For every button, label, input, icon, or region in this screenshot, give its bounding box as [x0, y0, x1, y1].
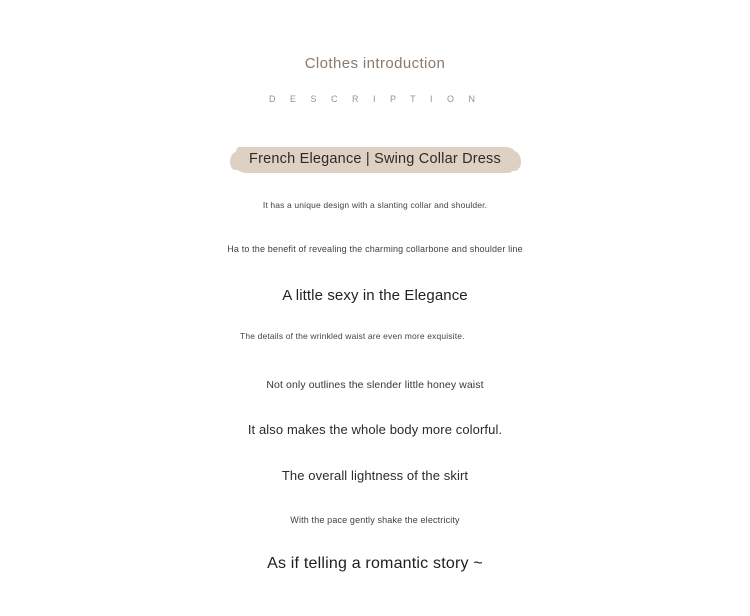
description-line-8: With the pace gently shake the electricity [290, 515, 460, 525]
description-line-3: A little sexy in the Elegance [282, 287, 468, 304]
product-name-highlight [235, 145, 515, 174]
description-line-5: Not only outlines the slender little honey waist [266, 379, 484, 391]
description-line-2: Ha to the benefit of revealing the charming collarbone and shoulder line [227, 244, 523, 254]
description-line-7: The overall lightness of the skirt [281, 468, 469, 483]
description-line-6: It also makes the whole body more colorful. [247, 422, 503, 437]
description-line-9: As if telling a romantic story ~ [267, 555, 483, 572]
highlight-container [0, 145, 750, 174]
page-title: Clothes introduction [304, 55, 446, 72]
product-name-text: French Elegance | Swing Collar Dress [249, 151, 501, 167]
description-line-4: The details of the wrinkled waist are even more exquisite. [240, 331, 465, 341]
description-line-1: It has a unique design with a slanting collar and shoulder. [262, 200, 488, 210]
section-eyebrow: D E S C R I P T I O N [268, 94, 482, 104]
